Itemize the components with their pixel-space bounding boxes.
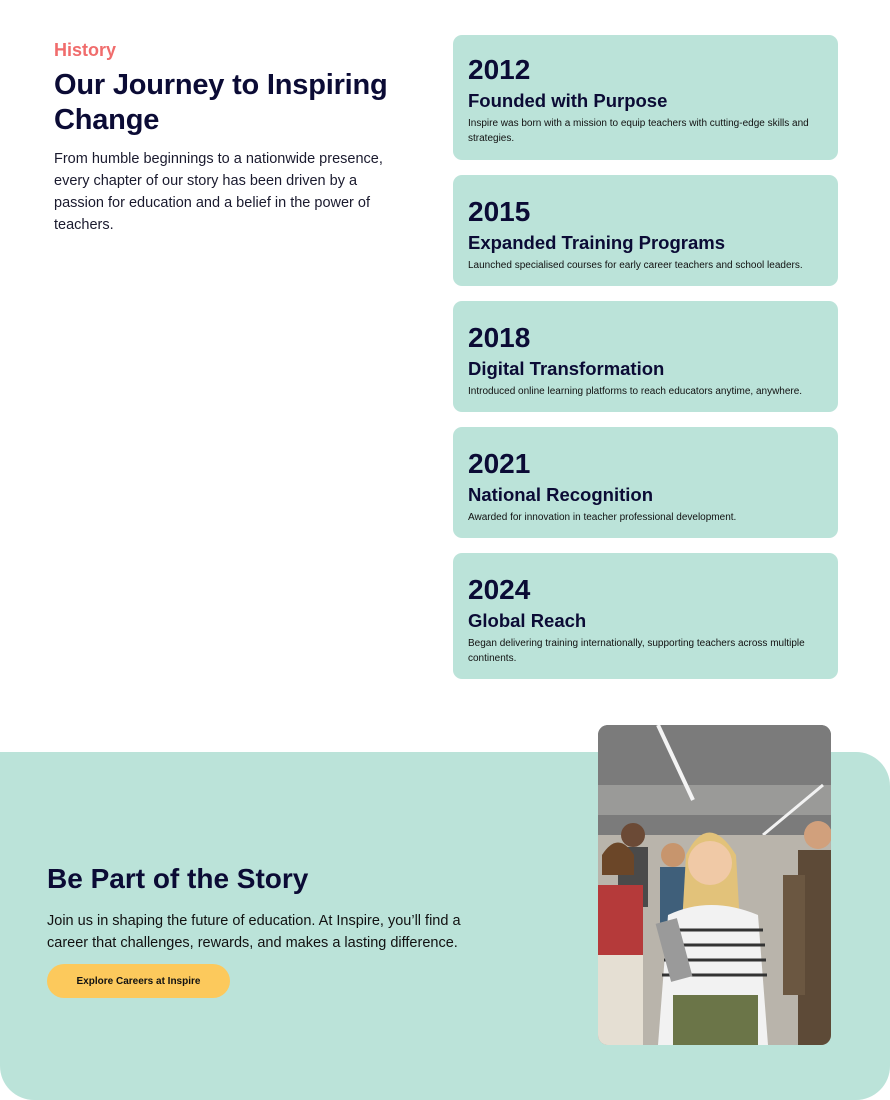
milestone-title: Global Reach (468, 610, 587, 631)
milestone-title: Digital Transformation (468, 358, 665, 379)
milestone-text: Began delivering training internationally, supporting teachers across multiple continents. (468, 638, 805, 664)
milestone-year: 2012 (468, 54, 531, 85)
milestone-title: Founded with Purpose (468, 90, 668, 111)
history-intro (54, 38, 414, 236)
milestone-card-2018 (453, 301, 838, 412)
section-eyebrow: History (54, 40, 117, 60)
milestone-year: 2015 (468, 196, 531, 227)
team-photo-illustration (598, 725, 831, 1045)
section-title: Our Journey to Inspiring Change (54, 69, 388, 136)
milestone-year: 2018 (468, 322, 531, 353)
milestone-title: Expanded Training Programs (468, 232, 726, 253)
milestone-card-2021 (453, 427, 838, 538)
explore-careers-button[interactable]: Explore Careers at Inspire (47, 964, 230, 998)
milestone-text: Launched specialised courses for early career teachers and school leaders. (468, 260, 803, 271)
milestone-text: Awarded for innovation in teacher professional development. (468, 512, 737, 523)
team-photo (598, 725, 831, 1045)
cta-text: Join us in shaping the future of education. At Inspire, you’ll find a career that challenges, rewards, and makes a lasting difference. (47, 913, 461, 951)
milestone-card-2015 (453, 175, 838, 286)
milestone-title: National Recognition (468, 484, 653, 505)
milestone-year: 2024 (468, 574, 531, 605)
timeline (453, 35, 838, 694)
milestone-text: Inspire was born with a mission to equip teachers with cutting-edge skills and strategies. (468, 118, 809, 144)
section-description: From humble beginnings to a nationwide presence, every chapter of our story has been driven by a passion for education and a belief in the power of teachers. (54, 151, 383, 233)
milestone-year: 2021 (468, 448, 531, 479)
cta-title: Be Part of the Story (47, 863, 309, 894)
milestone-card-2024 (453, 553, 838, 679)
milestone-text: Introduced online learning platforms to reach educators anytime, anywhere. (468, 386, 803, 397)
milestone-card-2012 (453, 35, 838, 160)
